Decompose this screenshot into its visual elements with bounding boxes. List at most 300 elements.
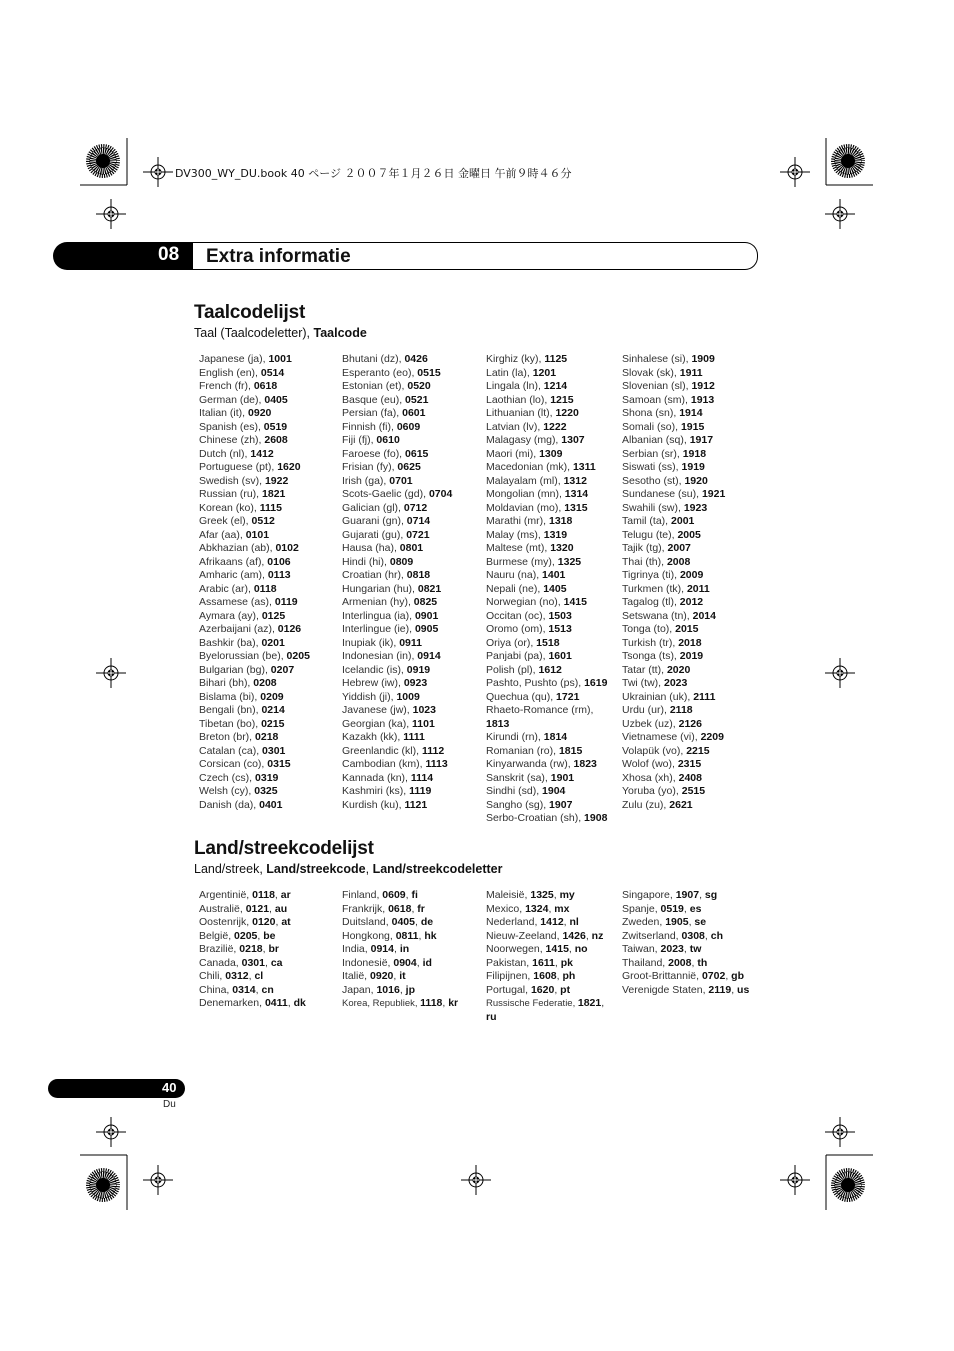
language-code: 1911 [679,366,703,379]
language-name: Catalan (ca), [199,744,263,757]
country-letter: au [274,902,288,915]
country-name: Maleisië, [486,889,531,901]
language-entry [622,758,762,772]
country-letter: nz [591,929,604,942]
country-name: Canada, [199,956,242,969]
chapter-title: Extra informatie [206,246,351,267]
language-code: 0923 [403,677,428,689]
country-entry [199,943,334,957]
language-entry [486,407,616,421]
language-code: 2126 [678,717,702,730]
language-code: 1823 [573,758,597,770]
language-code: 1113 [425,758,448,770]
language-entry [199,421,334,435]
language-name: Polish (pl), [486,663,539,676]
country-entry [486,903,606,917]
language-code: 0315 [267,758,291,770]
language-column-2 [342,353,480,812]
country-code: 0920 [370,970,394,982]
country-separator: , [399,983,406,996]
language-entry [342,461,480,475]
language-code: 2001 [671,515,695,527]
country-separator: , [585,929,592,942]
country-code: 1325 [530,889,554,901]
language-name: Tatar (tt), [622,663,667,676]
language-entry [199,434,334,448]
language-name: Swahili (sw), [622,501,684,514]
language-code: 0914 [417,650,441,662]
country-entry [199,916,334,930]
language-entry [486,596,616,610]
language-name: Hebrew (iw), [342,677,404,689]
language-name: Thai (th), [622,555,667,568]
language-code: 0625 [397,461,421,473]
language-code: 0712 [403,501,428,514]
language-code: 2012 [679,596,704,608]
language-name: Serbian (sr), [622,447,683,460]
language-name: Kinyarwanda (rw), [486,758,574,770]
country-name: Duitsland, [342,916,392,928]
country-code: 0314 [232,983,256,996]
country-letter: de [420,916,434,928]
language-name: Aymara (ay), [199,609,262,622]
country-name: Frankrijk, [342,902,389,915]
country-name: Spanje, [622,902,661,915]
language-name: Twi (tw), [622,677,664,689]
language-code: 0118 [253,582,277,595]
language-code: 1821 [262,488,286,500]
country-code: 1905 [665,916,689,928]
language-name: Kazakh (kk), [342,731,404,743]
language-entry [622,745,762,759]
language-name: Russian (ru), [199,488,263,500]
country-code-heading: Land/streekcodelijst [194,838,374,859]
country-name: Noorwegen, [486,943,546,955]
language-entry [486,637,616,651]
language-name: Abkhazian (ab), [199,542,276,554]
country-entry [342,984,480,998]
language-code: 1023 [412,704,436,716]
language-name: Esperanto (eo), [342,366,418,379]
language-name: Urdu (ur), [622,704,670,716]
language-subtitle-plain: Taal (Taalcodeletter), [194,326,314,340]
language-name: Croatian (hr), [342,569,407,581]
language-entry [486,812,616,826]
language-code: 0911 [399,636,422,649]
language-entry [342,529,480,543]
language-name: Finnish (fi), [342,420,397,433]
language-code: 0207 [270,663,295,676]
language-entry [622,772,762,786]
language-name: Greek (el), [199,515,252,527]
language-code: 1412 [250,447,274,460]
language-entry [342,637,480,651]
language-entry [622,596,762,610]
language-code: 1918 [682,447,707,460]
language-code: 1214 [543,380,568,392]
language-code-heading: Taalcodelijst [194,302,306,323]
language-code: 1112 [421,744,445,757]
language-entry [486,785,616,799]
country-code: 1415 [545,943,569,955]
language-entry [622,556,762,570]
country-letter: pt [560,983,571,996]
country-letter: cn [261,983,274,996]
language-name: Laothian (lo), [486,393,551,406]
language-code: 0821 [417,582,442,595]
country-code: 0120 [252,916,276,928]
language-code: 2014 [692,609,716,622]
country-column-4 [622,889,762,997]
language-code: 1513 [548,623,572,635]
country-letter: no [574,943,588,955]
language-name: Nepali (ne), [486,582,544,595]
country-name: Filipijnen, [486,970,534,982]
language-entry [622,691,762,705]
language-code: 1215 [550,393,574,406]
language-entry [342,610,480,624]
language-entry [622,421,762,435]
language-subtitle-bold: Taalcode [313,326,367,340]
language-code: 1115 [259,501,282,514]
language-code: 2009 [679,569,704,581]
language-entry [199,745,334,759]
language-entry [199,610,334,624]
country-letter: ru [486,1010,497,1023]
language-code: 0919 [406,663,431,676]
language-entry [486,353,616,367]
language-entry [199,623,334,637]
country-letter: br [268,943,279,955]
language-name: Irish (ga), [342,474,390,487]
language-entry [486,623,616,637]
language-code: 1901 [550,771,575,784]
language-entry [342,515,480,529]
language-entry [486,569,616,583]
language-code: 0801 [399,542,424,554]
language-code: 0106 [267,555,291,568]
language-name: Ukrainian (uk), [622,690,694,703]
language-code: 0905 [414,623,439,635]
language-name: Oriya (or), [486,636,537,649]
language-entry [199,677,334,691]
language-entry [622,529,762,543]
country-code: 0405 [391,916,415,928]
language-code: 1318 [549,515,573,527]
country-letter: mx [554,902,570,915]
country-code: 0121 [245,902,270,915]
language-entry [342,691,480,705]
language-entry [622,448,762,462]
language-code: 0514 [260,366,285,379]
country-name: Taiwan, [622,943,661,955]
country-subtitle-plain: Land/streek, [194,862,267,876]
language-name: Slovenian (sl), [622,380,692,392]
language-entry [199,461,334,475]
language-code: 1319 [543,528,568,541]
country-separator: , [411,902,418,915]
country-separator: , [248,970,255,982]
country-letter: fr [417,902,425,915]
language-code: 2215 [686,744,710,757]
language-entry [622,488,762,502]
country-separator: , [393,943,400,955]
language-code: 0119 [274,596,298,608]
language-name: Corsican (co), [199,758,268,770]
language-entry [342,407,480,421]
language-name: Byelorussian (be), [199,650,287,662]
language-entry [622,461,762,475]
language-name: Latvian (lv), [486,420,544,433]
language-entry [486,475,616,489]
country-name: België, [199,929,235,942]
language-entry [486,610,616,624]
language-name: Japanese (ja), [199,353,269,365]
language-name: Maori (mi), [486,447,540,460]
language-name: Samoan (sm), [622,393,691,406]
country-letter: at [281,916,291,928]
country-name: Thailand, [622,956,669,969]
language-code: 0818 [406,569,431,581]
language-code: 1405 [543,582,567,595]
country-letter: nl [569,916,579,928]
language-entry [199,718,334,732]
language-entry [342,502,480,516]
language-code: 1907 [549,798,573,811]
language-entry [486,745,616,759]
country-entry [342,889,480,903]
country-code: 0702 [701,970,726,982]
country-letter: kr [448,997,459,1009]
language-name: Bashkir (ba), [199,636,262,649]
country-separator: , [405,889,412,901]
country-entry [622,970,762,984]
language-entry [622,583,762,597]
country-code: 0904 [393,956,417,969]
language-code: 1814 [543,731,568,743]
language-entry [342,731,480,745]
language-name: Gujarati (gu), [342,528,407,541]
country-name: Verenigde Staten, [622,983,709,996]
language-name: Armenian (hy), [342,596,414,608]
country-letter: fi [411,889,418,901]
country-letter: in [399,943,410,955]
language-name: Quechua (qu), [486,690,557,703]
language-code: 0401 [259,798,283,811]
language-code: 0601 [402,407,426,419]
country-entry [342,930,480,944]
language-entry [342,596,480,610]
language-code: 1815 [558,744,583,757]
language-code-subtitle [194,326,367,340]
language-name: Latin (la), [486,366,533,379]
language-name: Slovak (sk), [622,366,680,379]
language-code: 2019 [679,650,704,662]
language-code: 0825 [413,596,438,608]
country-letter: ch [710,929,723,942]
language-name: Lingala (ln), [486,380,544,392]
language-name: Tonga (to), [622,623,676,635]
country-code: 2119 [708,983,732,996]
language-name: Amharic (am), [199,569,268,581]
language-entry [199,367,334,381]
language-entry [199,731,334,745]
language-name: Kirundi (rn), [486,731,544,743]
country-letter: se [694,916,707,928]
country-code: 0618 [388,902,412,915]
language-code: 0102 [275,542,299,554]
language-code: 2005 [677,528,701,541]
country-separator: , [418,929,425,942]
country-letter: cl [254,970,264,982]
language-name: Kashmiri (ks), [342,785,410,797]
country-name: Indonesië, [342,956,394,969]
country-name: Russische Federatie, [486,998,578,1009]
language-entry [486,772,616,786]
language-code: 1619 [584,677,608,689]
language-entry [342,475,480,489]
language-code: 1001 [268,353,292,365]
language-entry [486,434,616,448]
language-name: Assamese (as), [199,596,275,608]
language-name: Hungarian (hu), [342,582,418,595]
country-code: 1412 [540,916,564,928]
language-name: Tajik (tg), [622,542,668,554]
language-name: Uzbek (uz), [622,717,679,730]
language-entry [342,677,480,691]
language-name: Romanian (ro), [486,744,559,757]
language-name: Afar (aa), [199,528,246,541]
language-code: 0209 [260,690,284,703]
country-letter: ca [270,956,283,969]
language-code: 0512 [251,515,275,527]
language-entry [199,637,334,651]
language-name: Burmese (my), [486,555,558,568]
country-separator: , [553,889,560,901]
country-separator: , [264,956,271,969]
language-code: 2007 [667,542,691,554]
language-name: Kannada (kn), [342,771,411,784]
language-entry [622,502,762,516]
country-code: 1620 [530,983,555,996]
language-entry [622,650,762,664]
language-name: Korean (ko), [199,501,260,514]
language-name: Sinhalese (si), [622,353,692,365]
chapter-number: 08 [158,244,180,265]
language-entry [622,731,762,745]
country-letter: id [422,956,432,969]
language-entry [622,475,762,489]
country-entry [622,930,762,944]
language-code: 1612 [538,663,562,676]
language-name: Azerbaijani (az), [199,623,278,635]
language-code: 1620 [277,461,301,473]
country-separator: , [554,983,561,996]
language-name: Galician (gl), [342,501,404,514]
country-code: 1016 [376,983,400,996]
language-entry [199,785,334,799]
language-name: Norwegian (no), [486,596,564,608]
language-entry [199,596,334,610]
country-code: 2008 [668,956,692,969]
language-code: 0301 [262,744,286,757]
country-name: Nieuw-Zeeland, [486,929,563,942]
language-code: 0701 [389,474,413,487]
language-code: 1923 [683,501,708,514]
country-separator: , [269,902,275,915]
language-code: 0521 [405,393,429,406]
language-entry [486,650,616,664]
country-entry [342,997,480,1011]
country-code: 1821 [577,997,602,1009]
language-entry [342,583,480,597]
country-separator: , [691,956,698,969]
country-code: 1611 [532,956,555,969]
language-name: Portuguese (pt), [199,461,278,473]
country-letter: it [399,970,406,982]
country-code-subtitle [194,862,502,876]
country-code: 0301 [241,956,265,969]
country-code: 0609 [382,889,406,901]
country-name: Portugal, [486,983,531,996]
language-name: Lithuanian (lt), [486,407,556,419]
language-name: Xhosa (xh), [622,771,679,784]
language-name: Macedonian (mk), [486,461,573,473]
language-entry [622,394,762,408]
country-code: 0411 [264,997,288,1009]
language-code: 0714 [406,515,431,527]
language-name: Rhaeto-Romance (rm), [486,704,594,716]
language-code: 0426 [404,353,428,365]
language-name: Fiji (fj), [342,434,377,446]
language-name: Interlingue (ie), [342,623,415,635]
language-name: Hindi (hi), [342,555,390,568]
country-separator: , [563,916,570,928]
country-name: Brazilië, [199,943,240,955]
language-name: Vietnamese (vi), [622,731,701,743]
language-entry [486,731,616,745]
country-name: Denemarken, [199,997,265,1009]
language-code: 1912 [691,380,715,392]
language-code: 2408 [678,771,702,784]
language-entry [486,664,616,678]
country-name: Zwitserland, [622,929,682,942]
language-name: Shona (sn), [622,407,680,419]
country-column-2 [342,889,480,1011]
language-entry [342,488,480,502]
country-entry [486,957,606,971]
language-code: 0101 [245,528,270,541]
country-letter: hk [424,929,437,942]
language-code: 1909 [691,353,715,365]
language-entry [622,785,762,799]
language-entry [199,772,334,786]
language-name: Marathi (mr), [486,515,549,527]
country-name: Japan, [342,983,377,996]
language-name: Sesotho (st), [622,474,685,487]
country-entry [622,984,762,998]
language-entry [622,664,762,678]
country-column-3 [486,889,606,1024]
language-code: 1314 [564,488,589,500]
country-separator: , [257,929,264,942]
language-name: Serbo-Croatian (sh), [486,812,585,824]
language-entry [486,556,616,570]
language-name: Bengali (bn), [199,704,262,716]
language-name: Albanian (sq), [622,434,690,446]
language-entry [486,529,616,543]
country-code: 0308 [681,929,705,942]
